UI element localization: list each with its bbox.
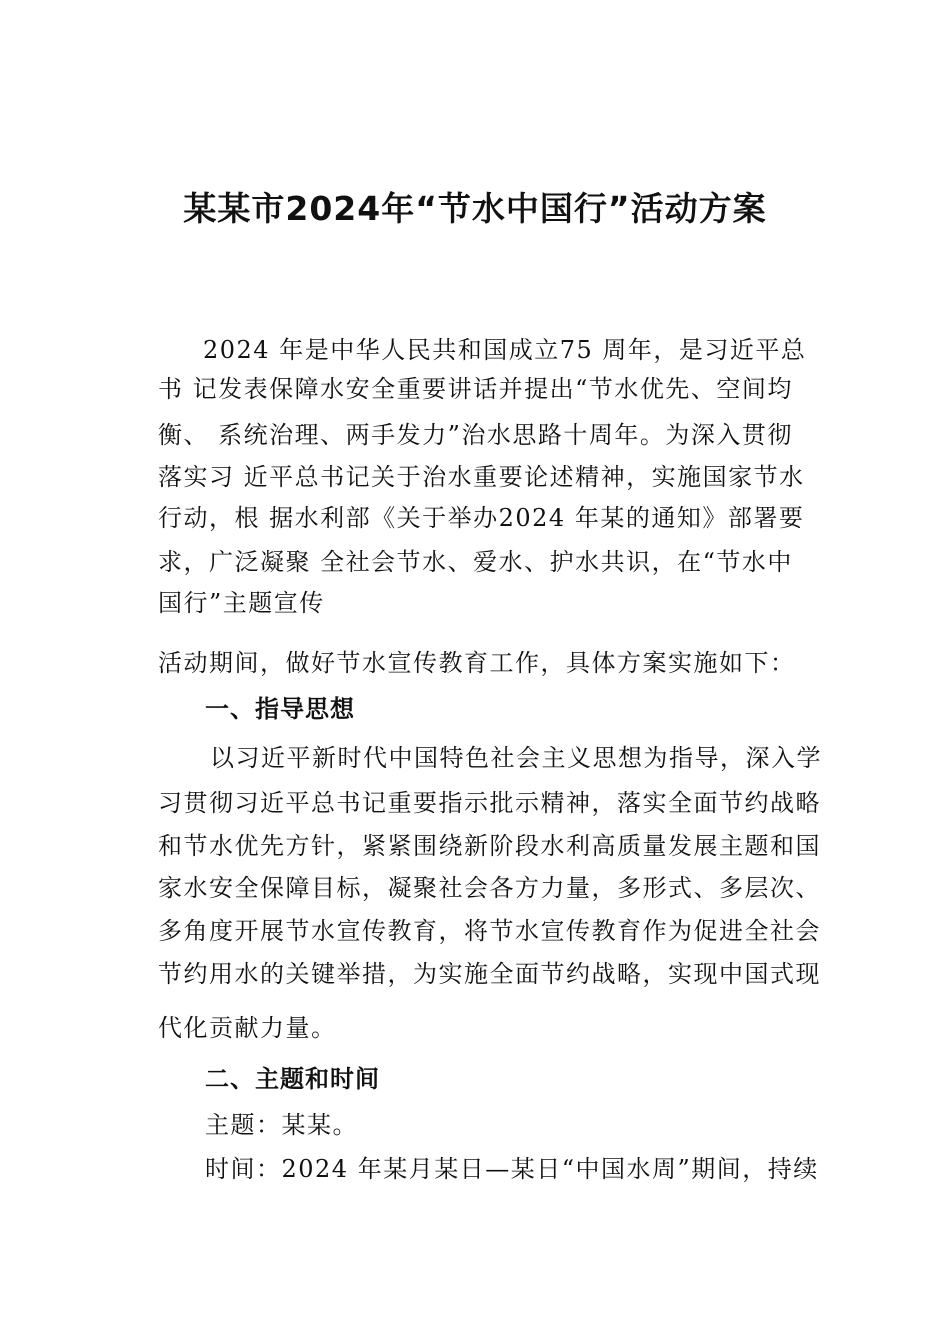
- section1-line-7: 代化贡献力量。: [158, 1014, 337, 1042]
- document-title: 某某市2024年“节水中国行”活动方案: [183, 189, 767, 228]
- intro-line-3: 衡、 系统治理、两手发力”治水思路十周年。为深入贯彻: [158, 421, 793, 449]
- section1-line-6: 节约用水的关键举措，为实施全面节约战略，实现中国式现: [158, 960, 821, 988]
- section2-line-2: 时间：2024 年某月某日—某日“中国水周”期间，持续: [205, 1155, 819, 1183]
- intro-line-5: 行动，根 据水利部《关于举办2024 年某的通知》部署要: [158, 504, 805, 532]
- section-heading-guiding-ideology: 一、指导思想: [205, 695, 355, 723]
- intro-line-7: 国行”主题宣传: [158, 589, 325, 617]
- section-heading-theme-and-time: 二、主题和时间: [205, 1065, 380, 1093]
- section1-line-4: 家水安全保障目标，凝聚社会各方力量，多形式、多层次、: [158, 874, 821, 902]
- section1-line-1: 以习近平新时代中国特色社会主义思想为指导，深入学: [210, 744, 822, 772]
- section1-line-3: 和节水优先方针，紧紧围绕新阶段水利高质量发展主题和国: [158, 832, 821, 860]
- section1-line-2: 习贯彻习近平总书记重要指示批示精神，落实全面节约战略: [158, 789, 821, 817]
- intro-line-6: 求，广泛凝聚 全社会节水、爱水、护水共识，在“节水中: [158, 548, 793, 576]
- intro-line-1: 2024 年是中华人民共和国成立75 周年，是习近平总: [203, 336, 807, 364]
- section2-line-1: 主题：某某。: [205, 1111, 358, 1139]
- section1-line-5: 多角度开展节水宣传教育，将节水宣传教育作为促进全社会: [158, 917, 821, 945]
- intro-line-8: 活动期间，做好节水宣传教育工作，具体方案实施如下：: [158, 649, 796, 677]
- intro-line-4: 落实习 近平总书记关于治水重要论述精神，实施国家节水: [158, 463, 805, 491]
- intro-line-2: 书 记发表保障水安全重要讲话并提出“节水优先、空间均: [158, 375, 793, 403]
